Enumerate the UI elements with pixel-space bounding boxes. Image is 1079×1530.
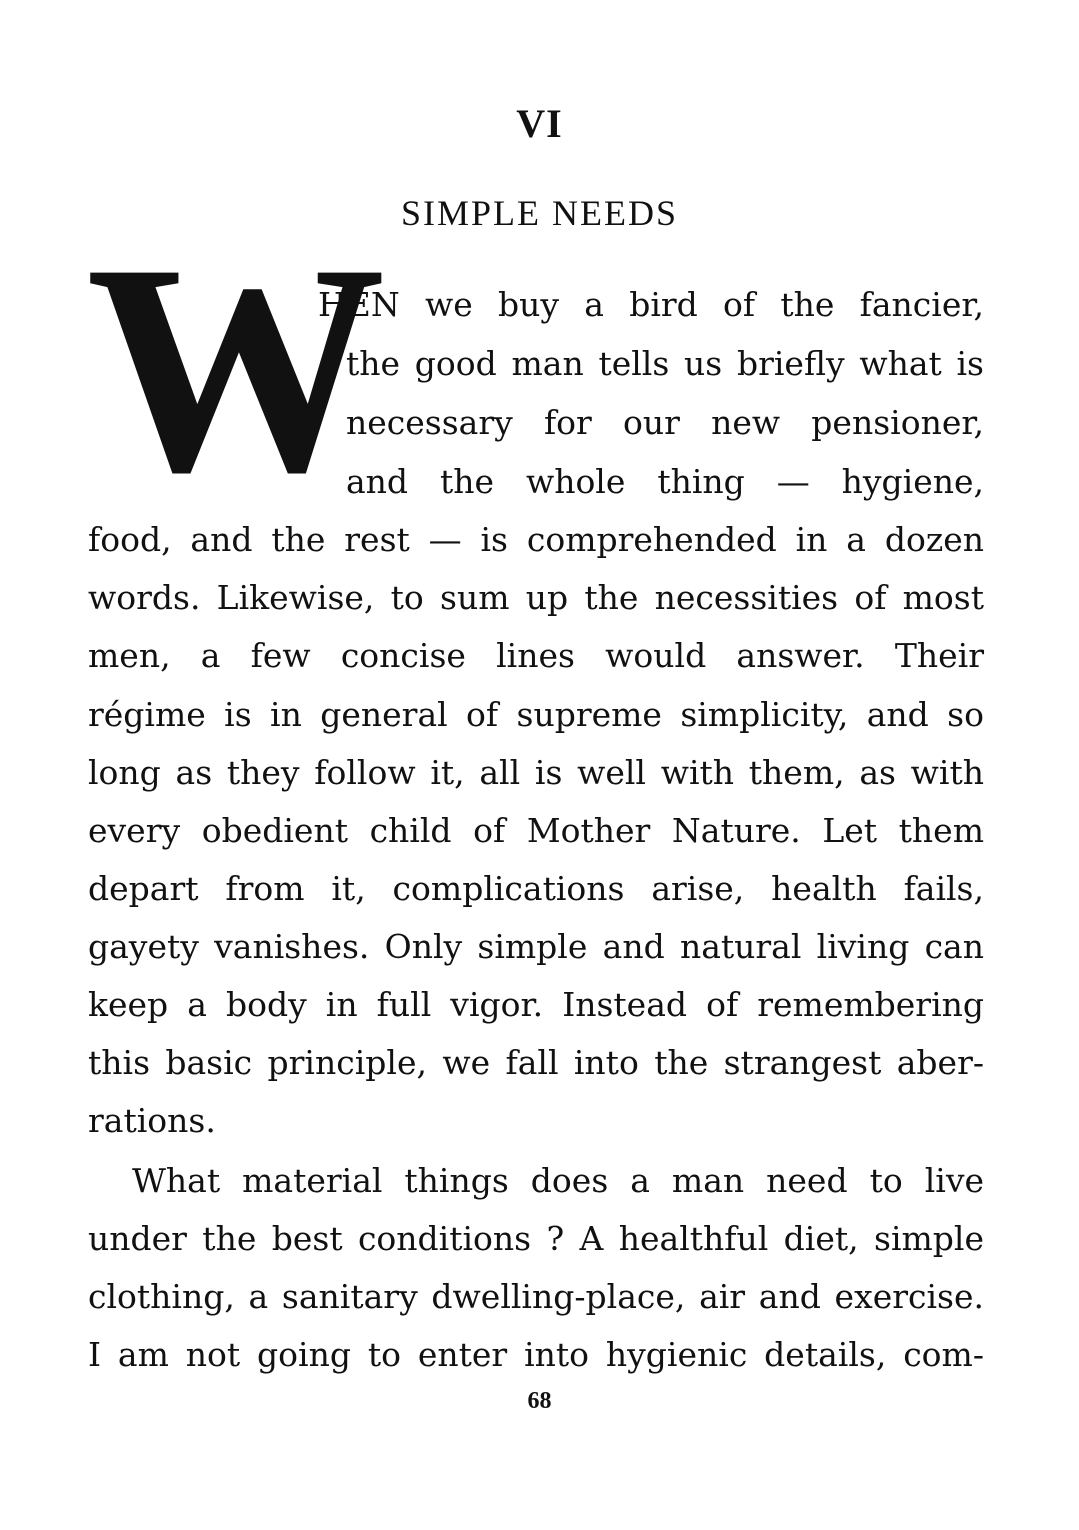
- text-line: keep a body in full vigor. Instead of remembering: [88, 985, 984, 1024]
- text-line: and the whole thing — hygiene,: [346, 462, 984, 501]
- page-number: 68: [527, 1388, 552, 1414]
- text-line: clothing, a sanitary dwelling-place, air and exercise.: [88, 1277, 984, 1316]
- drop-cap: W: [86, 202, 386, 534]
- text-line: necessary for our new pensioner,: [346, 403, 984, 442]
- text-line: régime is in general of supreme simplicity, and so: [88, 695, 984, 734]
- text-line: HEN we buy a bird of the fancier,: [318, 285, 984, 324]
- text-line: this basic principle, we fall into the strangest aber-: [88, 1043, 984, 1082]
- chapter-title: SIMPLE NEEDS: [400, 193, 679, 233]
- text-line: food, and the rest — is comprehended in a dozen: [88, 520, 984, 559]
- text-line: long as they follow it, all is well with them, as with: [88, 753, 984, 792]
- text-line: words. Likewise, to sum up the necessities of most: [88, 578, 984, 617]
- text-line: rations.: [88, 1101, 216, 1140]
- text-line: every obedient child of Mother Nature. Let them: [88, 811, 984, 850]
- text-line: I am not going to enter into hygienic details, com-: [88, 1335, 984, 1374]
- text-line: the good man tells us briefly what is: [346, 344, 984, 383]
- chapter-number: VI: [516, 101, 563, 146]
- text-line: depart from it, complications arise, health fails,: [88, 869, 984, 908]
- text-line: under the best conditions ? A healthful diet, simple: [88, 1219, 984, 1258]
- text-line: What material things does a man need to live: [132, 1161, 984, 1200]
- text-line: men, a few concise lines would answer. Their: [88, 636, 984, 675]
- text-line: gayety vanishes. Only simple and natural living can: [88, 927, 984, 966]
